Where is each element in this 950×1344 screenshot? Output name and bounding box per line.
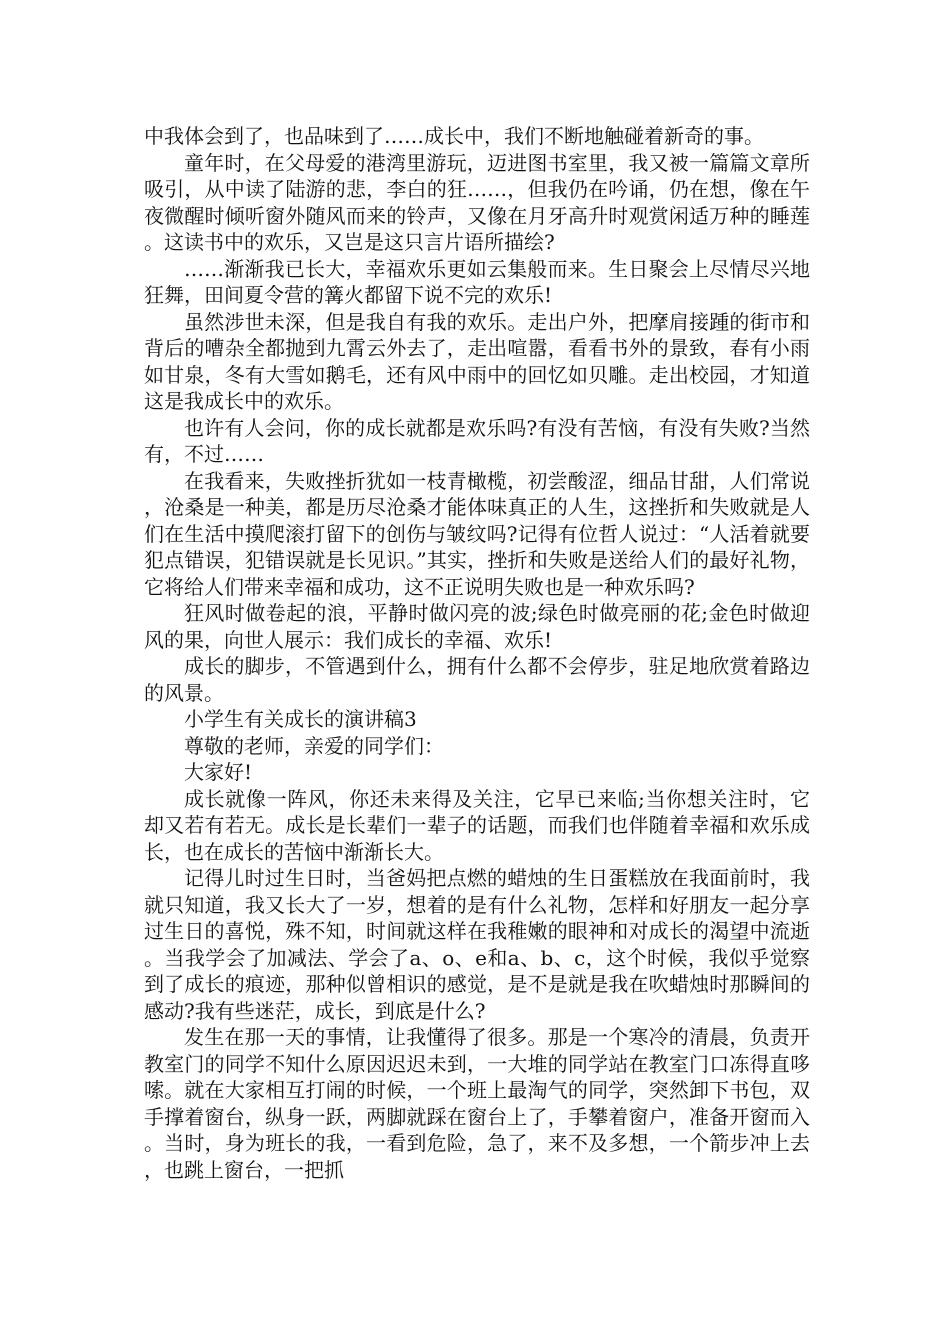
salutation: 尊敬的老师，亲爱的同学们： [184, 733, 444, 758]
section-heading: 小学生有关成长的演讲稿3 [184, 707, 417, 731]
paragraph-5: 也许有人会问，你的成长就都是欢乐吗?有没有苦恼，有没有失败?当然有，不过…… [144, 415, 810, 466]
document-page [144, 123, 810, 1183]
paragraph-7: 狂风时做卷起的浪，平静时做闪亮的波;绿色时做亮丽的花;金色时做迎风的果，向世人展示：我们成长的幸福、欢乐! [144, 601, 810, 652]
paragraph-14: 发生在那一天的事情，让我懂得了很多。那是一个寒冷的清晨，负责开教室门的同学不知什么原因迟迟未到，一大堆的同学站在教室门口冻得直哆嗦。就在大家相互打闹的时候，一个班上最淘气的同学，突然卸下书包，双手撑着窗台，纵身一跃，两脚就踩在窗台上了，手攀着窗户，准备开窗而入。当时，身为班长的我，一看到危险，急了，来不及多想，一个箭步冲上去，也跳上窗台，一把抓 [144, 1025, 810, 1182]
paragraph-3: ……渐渐我已长大，幸福欢乐更如云集般而来。生日聚会上尽情尽兴地狂舞，田间夏令营的篝火都留下说不完的欢乐! [144, 256, 810, 307]
greeting: 大家好! [184, 760, 253, 784]
paragraph-8: 成长的脚步，不管遇到什么，拥有什么都不会停步，驻足地欣赏着路边的风景。 [144, 654, 810, 705]
paragraph-1: 中我体会到了，也品味到了……成长中，我们不断地触碰着新奇的事。 [144, 124, 764, 148]
paragraph-6: 在我看来，失败挫折犹如一枝青橄榄，初尝酸涩，细品甘甜，人们常说，沧桑是一种美，都是历尽沧桑才能体味真正的人生，这挫折和失败就是人们在生活中摸爬滚打留下的创伤与皱纹吗?记得有位哲人说过：“人活着就要犯点错误，犯错误就是长见识。”其实，挫折和失败是送给人们的最好礼物，它将给人们带来幸福和成功，这不正说明失败也是一种欢乐吗? [144, 468, 810, 599]
paragraph-4: 虽然涉世未深，但是我自有我的欢乐。走出户外，把摩肩接踵的街市和背后的嘈杂全都抛到九霄云外去了，走出喧嚣，看看书外的景致，春有小雨如甘泉，冬有大雪如鹅毛，还有风中雨中的回忆如贝雕。走出校园，才知道这是我成长中的欢乐。 [144, 309, 810, 413]
paragraph-12: 成长就像一阵风，你还未来得及关注，它早已来临;当你想关注时，它却又若有若无。成长是长辈们一辈子的话题，而我们也伴随着幸福和欢乐成长，也在成长的苦恼中渐渐长大。 [144, 786, 810, 864]
paragraph-13: 记得儿时过生日时，当爸妈把点燃的蜡烛的生日蛋糕放在我面前时，我就只知道，我又长大了一岁，想着的是有什么礼物，怎样和好朋友一起分享过生日的喜悦，殊不知，时间就这样在我稚嫩的眼神和对成长的渴望中流逝。当我学会了加减法、学会了a、o、e和a、b、c，这个时候，我似乎觉察到了成长的痕迹，那种似曾相识的感觉，是不是就是我在吹蜡烛时那瞬间的感动?我有些迷茫，成长，到底是什么? [144, 866, 810, 1023]
paragraph-2: 童年时，在父母爱的港湾里游玩，迈进图书室里，我又被一篇篇文章所吸引，从中读了陆游的悲，李白的狂……，但我仍在吟诵，仍在想，像在午夜微醒时倾听窗外随风而来的铃声，又像在月牙高升时观赏闲适万种的睡莲。这读书中的欢乐，又岂是这只言片语所描绘? [144, 150, 810, 254]
